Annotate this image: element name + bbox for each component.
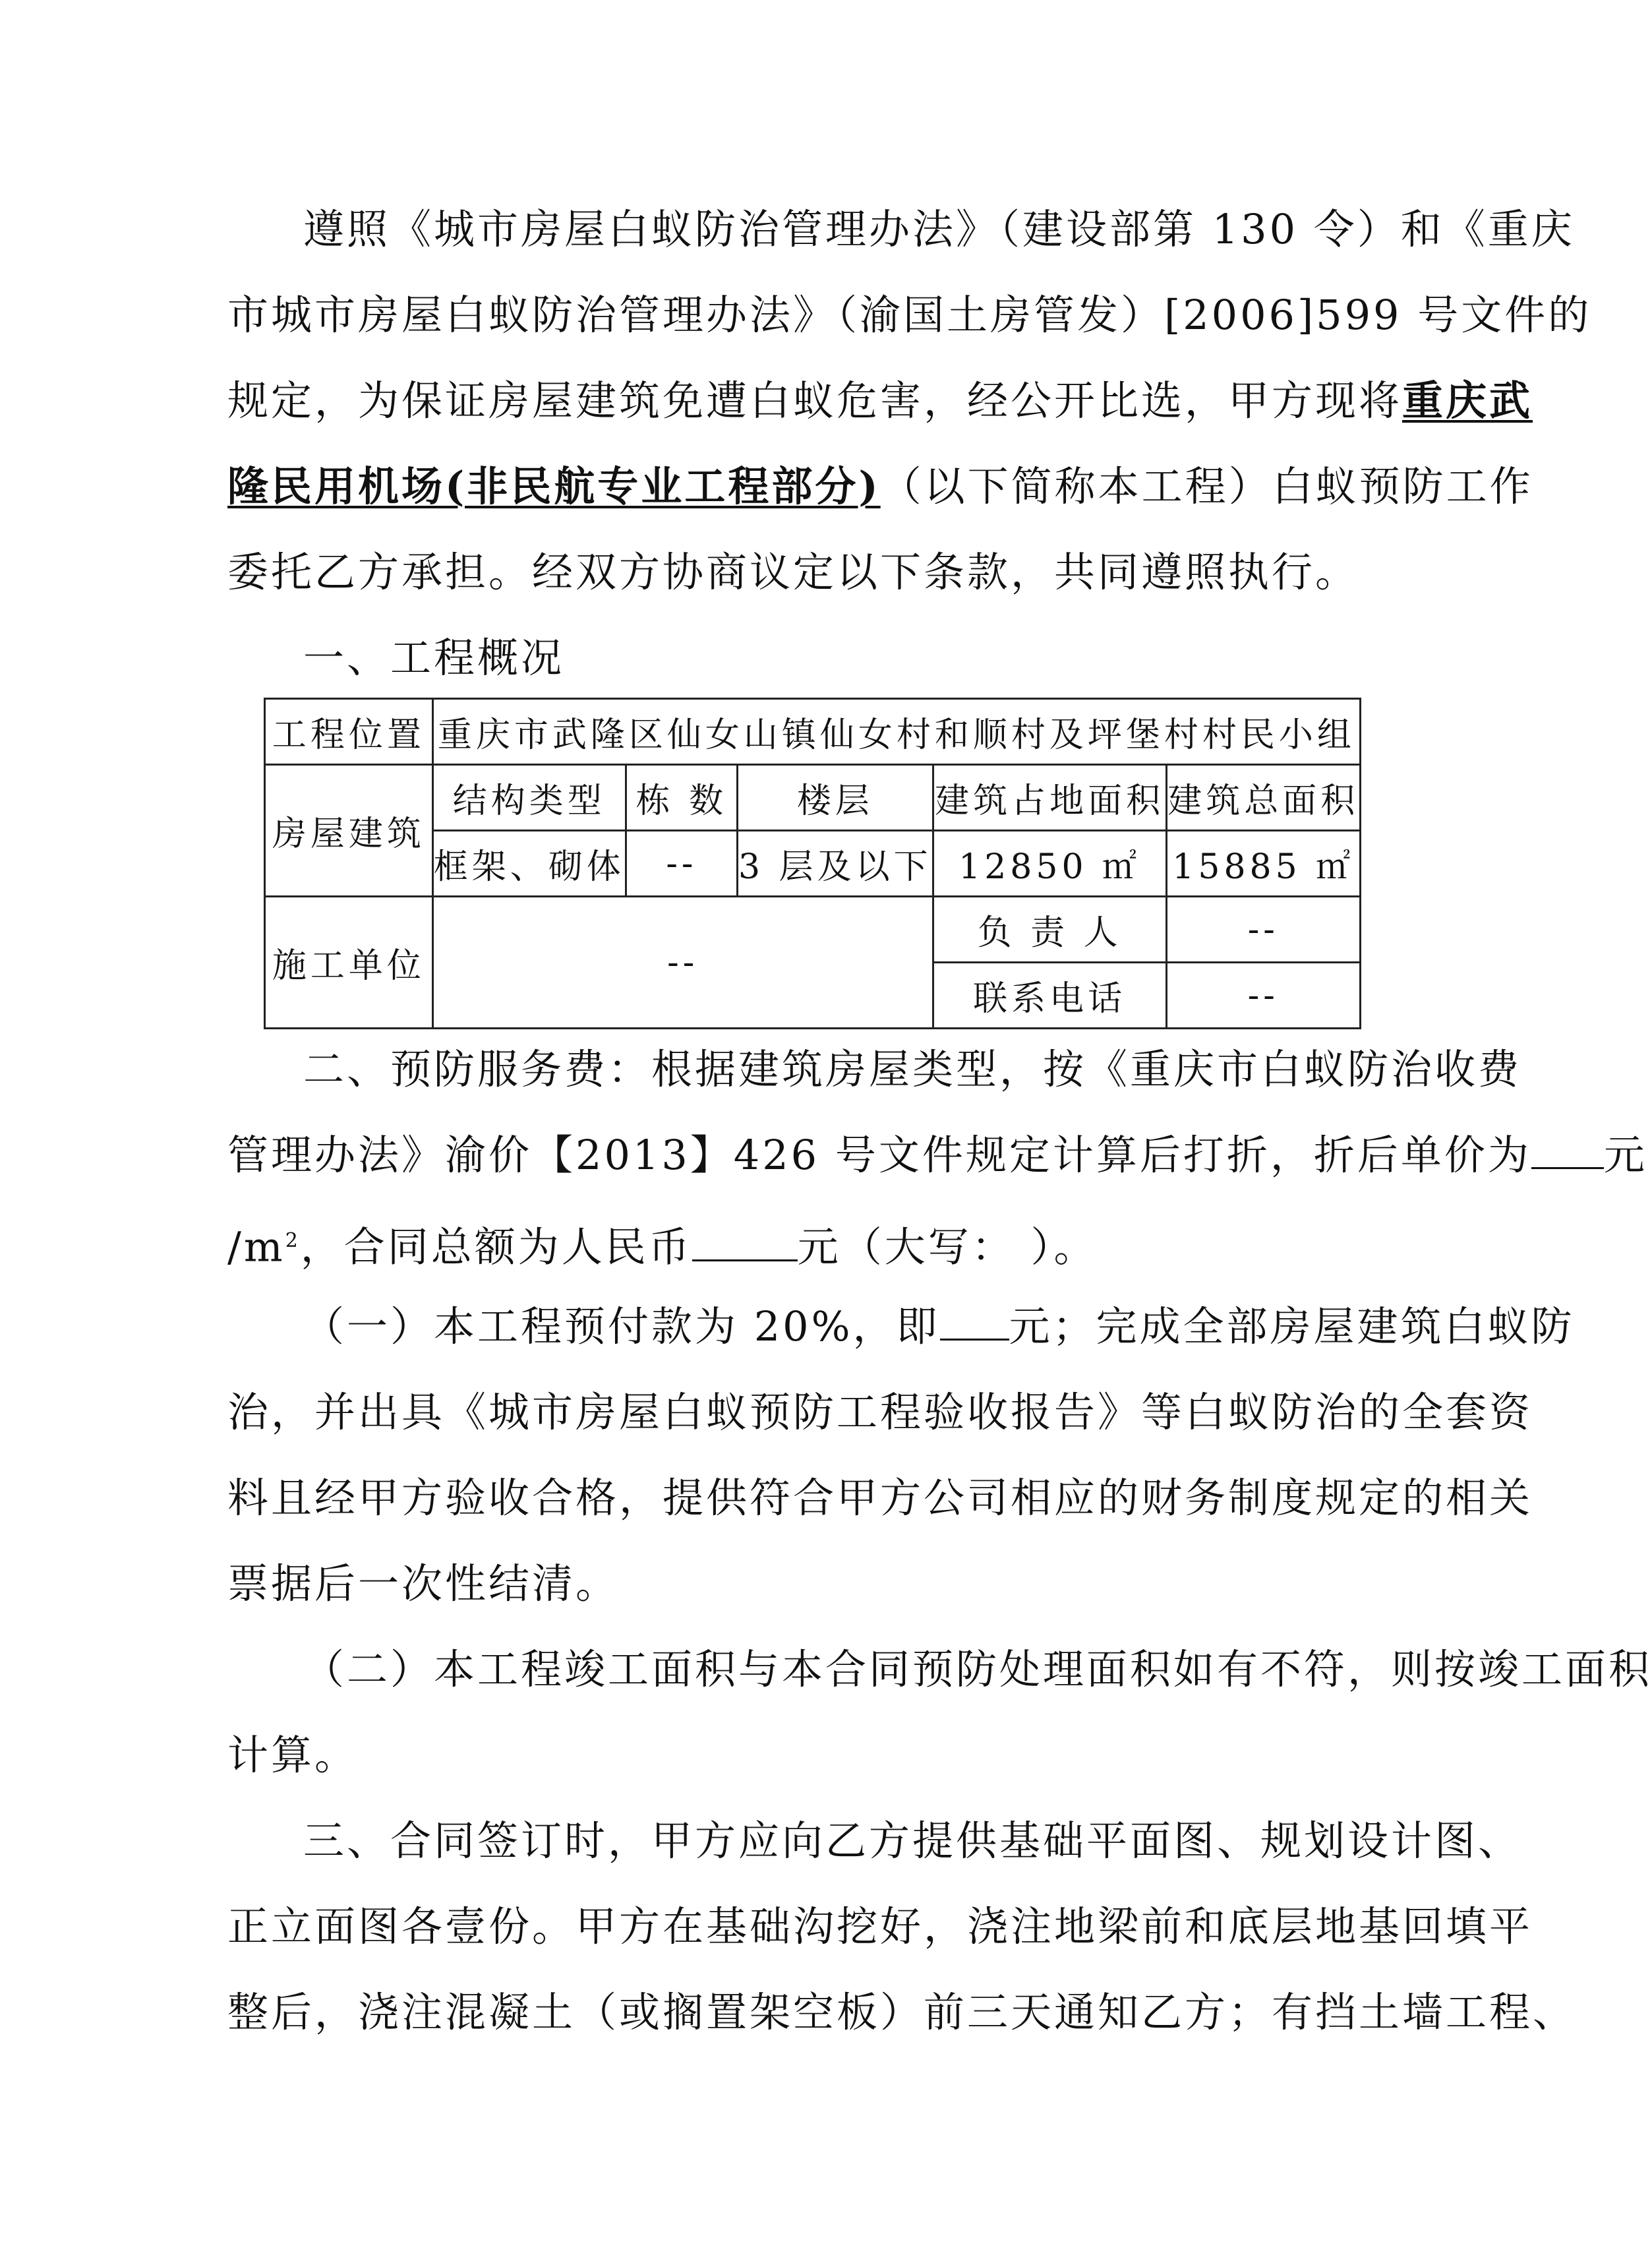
- unit-price-blank: [1531, 1132, 1604, 1169]
- item1-line1-tail: 元；完成全部房屋建筑白蚁防: [1009, 1302, 1575, 1350]
- header-building-count: 栋 数: [626, 765, 737, 831]
- building-label: 房屋建筑: [265, 765, 433, 897]
- header-total-area: 建筑总面积: [1166, 765, 1360, 831]
- unit-exponent: 2: [285, 1229, 301, 1252]
- para1-line4: [227, 460, 1533, 513]
- contractor-label: 施工单位: [265, 897, 433, 1029]
- para1-line1: 遵照《城市房屋白蚁防治管理办法》（建设部第 130 令）和《重庆: [303, 205, 1575, 253]
- item1-line2: 治，并出具《城市房屋白蚁预防工程验收报告》等白蚁防治的全套资: [227, 1388, 1533, 1436]
- value-total-area: 15885 ㎡: [1166, 831, 1360, 897]
- para1-line2: 市城市房屋白蚁防治管理办法》（渝国土房管发）[2006]599 号文件的: [227, 291, 1592, 339]
- table-row-contractor: [265, 897, 1361, 963]
- value-floors: 3 层及以下: [738, 831, 933, 897]
- para1-line3: [227, 375, 1533, 427]
- section2-line3: [227, 1215, 1401, 1274]
- header-floors: 楼层: [738, 765, 933, 831]
- project-name-part1: 重庆武: [1402, 377, 1533, 425]
- person-in-charge-label: 负 责 人: [933, 897, 1166, 963]
- para1-line4-text: （以下简称本工程）白蚁预防工作: [880, 462, 1533, 510]
- item2-line1: （二）本工程竣工面积与本合同预防处理面积如有不符，则按竣工面积: [303, 1645, 1652, 1693]
- section1-heading: 一、工程概况: [303, 634, 565, 682]
- header-structure-type: 结构类型: [432, 765, 626, 831]
- header-footprint-area: 建筑占地面积: [933, 765, 1166, 831]
- total-amount-blank: [692, 1224, 798, 1261]
- section2-line2-unit: 元: [1603, 1131, 1647, 1179]
- section2-line1: 二、预防服务费：根据建筑房屋类型，按《重庆市白蚁防治收费: [303, 1045, 1522, 1093]
- section3-line1: 三、合同签订时，甲方应向乙方提供基础平面图、规划设计图、: [303, 1817, 1522, 1865]
- project-overview-table: [264, 698, 1361, 1029]
- table-row-building-headers: [265, 765, 1361, 831]
- value-structure-type: 框架、砌体: [432, 831, 626, 897]
- location-label: 工程位置: [265, 699, 433, 765]
- item2-line2: 计算。: [227, 1731, 359, 1779]
- section2-line3-tail: 元（大写： ）。: [797, 1222, 1098, 1271]
- project-name-part2: 隆民用机场(非民航专业工程部分): [227, 462, 881, 510]
- value-footprint-area: 12850 ㎡: [933, 831, 1166, 897]
- section2-line3-text: ，合同总额为人民币: [300, 1222, 692, 1271]
- location-value: 重庆市武隆区仙女山镇仙女村和顺村及坪堡村村民小组: [432, 699, 1360, 765]
- value-building-count: --: [626, 831, 737, 897]
- para1-line5: 委托乙方承担。经双方协商议定以下条款，共同遵照执行。: [227, 548, 1359, 596]
- item1-line1: [303, 1300, 1575, 1353]
- advance-payment-blank: [940, 1303, 1009, 1341]
- section3-line2: 正立面图各壹份。甲方在基础沟挖好，浇注地梁前和底层地基回填平: [227, 1902, 1533, 1950]
- person-in-charge-value: --: [1166, 897, 1360, 963]
- phone-value: --: [1166, 963, 1360, 1029]
- item1-line3: 料且经甲方验收合格，提供符合甲方公司相应的财务制度规定的相关: [227, 1474, 1533, 1522]
- phone-label: 联系电话: [933, 963, 1166, 1029]
- unit-per-m: /m: [227, 1222, 285, 1271]
- contractor-value: --: [432, 897, 933, 1029]
- para1-line3-text: 规定，为保证房屋建筑免遭白蚁危害，经公开比选，甲方现将: [227, 377, 1403, 425]
- table-row-location: [265, 699, 1361, 765]
- item1-line4: 票据后一次性结清。: [227, 1559, 620, 1608]
- section3-line3: 整后，浇注混凝土（或搁置架空板）前三天通知乙方；有挡土墙工程、: [227, 1988, 1577, 2036]
- section2-line2-text: 管理办法》渝价【2013】426 号文件规定计算后打折，折后单价为: [227, 1131, 1531, 1179]
- section2-line2: [227, 1129, 1647, 1182]
- item1-line1-text: （一）本工程预付款为 20%，即: [303, 1302, 940, 1350]
